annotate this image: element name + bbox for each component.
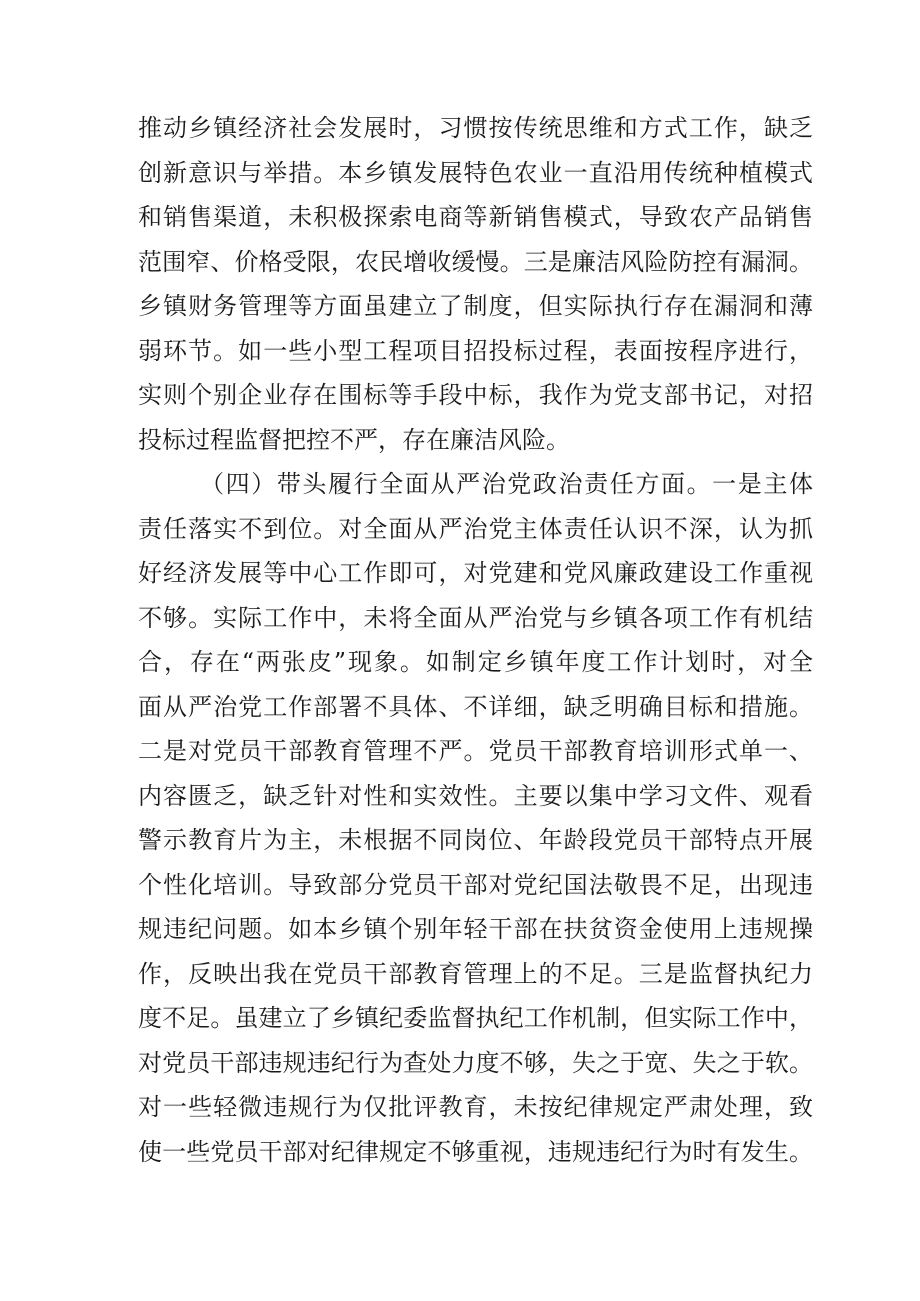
paragraph-2: [138, 462, 813, 1174]
paragraph-1-line: 投标过程监督把控不严，存在廉洁风险。: [138, 425, 570, 454]
paragraph-1: [138, 106, 813, 462]
paragraph-2-line: 责任落实不到位。对全面从严治党主体责任认识不深，认为抓: [138, 514, 813, 543]
paragraph-1-line: 实则个别企业存在围标等手段中标，我作为党支部书记，对招: [138, 381, 813, 409]
paragraph-2-line: 合，存在“两张皮”现象。如制定乡镇年度工作计划时，对全: [138, 648, 813, 676]
paragraph-1-line: 创新意识与举措。本乡镇发展特色农业一直沿用传统种植模式: [138, 158, 813, 187]
paragraph-2-line: 面从严治党工作部署不具体、不详细，缺乏明确目标和措施。: [138, 692, 813, 721]
paragraph-1-line: 推动乡镇经济社会发展时，习惯按传统思维和方式工作，缺乏: [138, 114, 813, 142]
paragraph-1-line: 弱环节。如一些小型工程项目招投标过程，表面按程序进行，: [138, 336, 813, 365]
paragraph-1-line: 乡镇财务管理等方面虽建立了制度，但实际执行存在漏洞和薄: [138, 292, 813, 320]
paragraph-2-line: 度不足。虽建立了乡镇纪委监督执纪工作机制，但实际工作中，: [138, 1004, 813, 1032]
paragraph-2-line: 内容匮乏，缺乏针对性和实效性。主要以集中学习文件、观看: [138, 781, 813, 810]
paragraph-2-line: 个性化培训。导致部分党员干部对党纪国法敬畏不足，出现违: [138, 870, 813, 899]
paragraph-2-line: 作，反映出我在党员干部教育管理上的不足。三是监督执纪力: [138, 959, 813, 988]
document-body: [138, 106, 813, 1174]
paragraph-2-heading-line: （四）带头履行全面从严治党政治责任方面。一是主体: [200, 470, 813, 498]
paragraph-1-line: 和销售渠道，未积极探索电商等新销售模式，导致农产品销售: [138, 203, 813, 231]
paragraph-2-line: 警示教育片为主，未根据不同岗位、年龄段党员干部特点开展: [138, 826, 813, 854]
paragraph-2-line: 二是对党员干部教育管理不严。党员干部教育培训形式单一、: [138, 737, 813, 765]
paragraph-2-line: 规违纪问题。如本乡镇个别年轻干部在扶贫资金使用上违规操: [138, 915, 813, 943]
paragraph-2-line: 好经济发展等中心工作即可，对党建和党风廉政建设工作重视: [138, 559, 813, 587]
paragraph-1-line: 范围窄、价格受限，农民增收缓慢。三是廉洁风险防控有漏洞。: [138, 247, 813, 276]
paragraph-2-line: 对一些轻微违规行为仅批评教育，未按纪律规定严肃处理，致: [138, 1093, 813, 1121]
paragraph-2-line: 对党员干部违规违纪行为查处力度不够，失之于宽、失之于软。: [138, 1048, 813, 1077]
paragraph-2-line: 使一些党员干部对纪律规定不够重视，违规违纪行为时有发生。: [138, 1137, 813, 1166]
paragraph-2-line: 不够。实际工作中，未将全面从严治党与乡镇各项工作有机结: [138, 603, 813, 632]
